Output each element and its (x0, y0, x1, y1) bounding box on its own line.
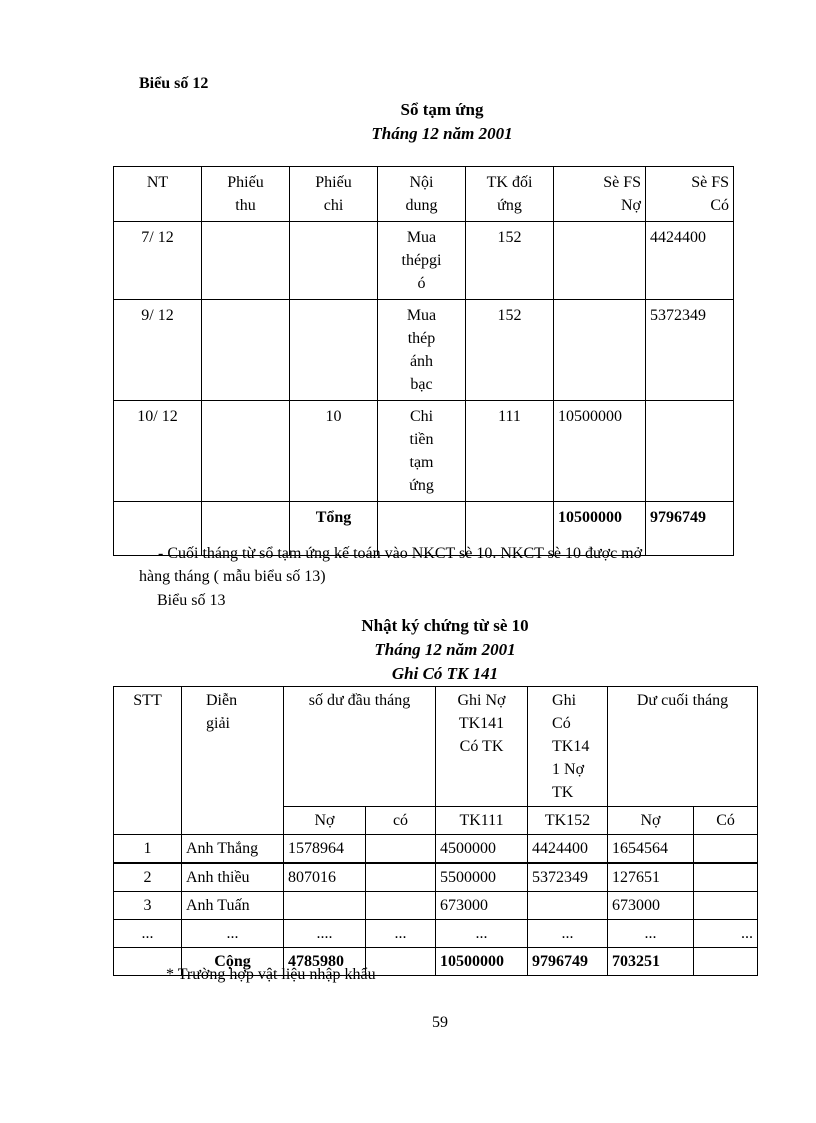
header-cell: Phiếu chi (290, 167, 378, 222)
cell (528, 892, 608, 920)
cell: 4424400 (528, 835, 608, 864)
cell: ... (608, 920, 694, 948)
table-row (114, 892, 758, 920)
cell: 1 (114, 835, 182, 864)
table-header-row (114, 687, 758, 807)
cell: 2 (114, 863, 182, 892)
cell (202, 401, 290, 502)
table-row (114, 863, 758, 892)
table-row (114, 401, 734, 502)
total-value: 4785980 (284, 948, 366, 976)
subheader-credit: Có (694, 807, 758, 835)
form13-label: Biểu số 13 (157, 592, 226, 609)
total-value: 9796749 (528, 948, 608, 976)
total-label: Tổng (290, 502, 378, 556)
cell: 807016 (284, 863, 366, 892)
cell: ... (366, 920, 436, 948)
cell-content: Mua thépgi ó (378, 222, 466, 300)
cell (284, 892, 366, 920)
cell: ... (114, 920, 182, 948)
cell: 1654564 (608, 835, 694, 864)
cell: 4500000 (436, 835, 528, 864)
cell-debit (554, 300, 646, 401)
cell-debit (554, 222, 646, 300)
header-credit-141: Ghi Có TK14 1 Nợ TK (528, 687, 608, 807)
form13-account: Ghi Có TK 141 (391, 664, 499, 683)
cell-credit: 4424400 (646, 222, 734, 300)
note: * Trường hợp vật liệu nhập khẩu (166, 966, 376, 983)
cell: .... (284, 920, 366, 948)
cell: 673000 (608, 892, 694, 920)
cell-account: 152 (466, 300, 554, 401)
journal-voucher-table (113, 686, 758, 976)
cell-credit (646, 401, 734, 502)
cell: Anh Tuấn (182, 892, 284, 920)
cell: ... (182, 920, 284, 948)
cell: 5500000 (436, 863, 528, 892)
cell-date: 9/ 12 (114, 300, 202, 401)
cell (694, 835, 758, 864)
table-header-row (114, 167, 734, 222)
cell (290, 222, 378, 300)
subheader-debit: Nợ (608, 807, 694, 835)
subheader-credit: có (366, 807, 436, 835)
total-credit: 9796749 (646, 502, 734, 556)
cell: ... (436, 920, 528, 948)
subheader-tk111: TK111 (436, 807, 528, 835)
cell-date: 7/ 12 (114, 222, 202, 300)
cell-content: Chi tiền tạm ứng (378, 401, 466, 502)
advance-ledger-table (113, 166, 734, 556)
cell (290, 300, 378, 401)
table-row (114, 920, 758, 948)
total-label: Cộng (182, 948, 284, 976)
cell: 127651 (608, 863, 694, 892)
header-cell: Phiếu thu (202, 167, 290, 222)
cell (694, 892, 758, 920)
form12-title: Sổ tạm ứng (400, 100, 484, 119)
cell: 3 (114, 892, 182, 920)
header-cell: Sè FS Có (646, 167, 734, 222)
page-number: 59 (432, 1014, 448, 1031)
cell: Anh Thắng (182, 835, 284, 864)
header-cell: Nội dung (378, 167, 466, 222)
header-cell: NT (114, 167, 202, 222)
cell (202, 300, 290, 401)
cell-account: 111 (466, 401, 554, 502)
cell (366, 892, 436, 920)
cell: 5372349 (528, 863, 608, 892)
cell-account: 152 (466, 222, 554, 300)
total-value: 703251 (608, 948, 694, 976)
cell-content: Mua thép ánh bạc (378, 300, 466, 401)
cell-debit: 10500000 (554, 401, 646, 502)
form12-label: Biểu số 12 (139, 75, 209, 92)
form13-title: Nhật ký chứng từ sè 10 (361, 616, 529, 635)
cell (366, 863, 436, 892)
header-description: Diễn giải (182, 687, 284, 835)
total-value: 10500000 (436, 948, 528, 976)
cell-date: 10/ 12 (114, 401, 202, 502)
form12-subtitle: Tháng 12 năm 2001 (371, 124, 513, 143)
subheader-debit: Nợ (284, 807, 366, 835)
cell: ... (694, 920, 758, 948)
subheader-tk152: TK152 (528, 807, 608, 835)
cell (202, 222, 290, 300)
table-row (114, 300, 734, 401)
cell: ... (528, 920, 608, 948)
table-row (114, 835, 758, 864)
cell-credit: 5372349 (646, 300, 734, 401)
header-opening-balance: số dư đầu tháng (284, 687, 436, 807)
total-value (366, 948, 436, 976)
header-closing-balance: Dư cuối tháng (608, 687, 758, 807)
cell: 673000 (436, 892, 528, 920)
total-value (694, 948, 758, 976)
header-debit-141: Ghi Nợ TK141 Có TK (436, 687, 528, 807)
cell (694, 863, 758, 892)
cell: 1578964 (284, 835, 366, 864)
form13-subtitle: Tháng 12 năm 2001 (374, 640, 516, 659)
header-cell: TK đối ứng (466, 167, 554, 222)
cell (366, 835, 436, 864)
header-cell: Sè FS Nợ (554, 167, 646, 222)
total-debit: 10500000 (554, 502, 646, 556)
cell: 10 (290, 401, 378, 502)
paragraph-line2: hàng tháng ( mẫu biểu số 13) (139, 568, 326, 585)
cell: Anh thiều (182, 863, 284, 892)
header-stt: STT (114, 687, 182, 835)
table-row (114, 222, 734, 300)
paragraph-line1: - Cuối tháng từ sổ tạm ứng kế toán vào NKCT sè 10. NKCT sè 10 được mở (158, 545, 643, 562)
